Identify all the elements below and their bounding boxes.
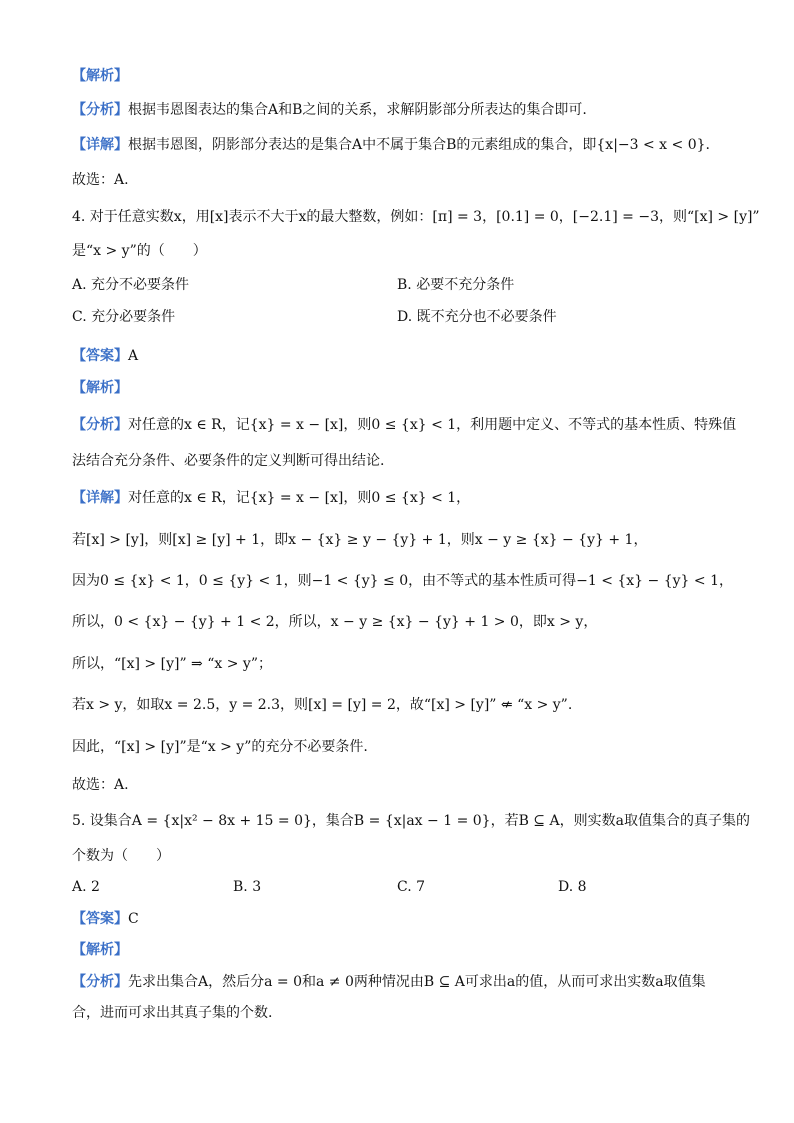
text-line xyxy=(72,346,138,366)
line-text: 故选：A. xyxy=(72,172,129,188)
section-tag: 【详解】 xyxy=(72,490,128,506)
line-text: 5. 设集合A = {x|x² − 8x + 15 = 0}，集合B = {x|ax − 1 = 0}，若B ⊆ A，则实数a取值集合的真子集的 xyxy=(72,813,750,829)
text-line xyxy=(72,775,129,795)
section-tag: 【解析】 xyxy=(72,68,128,84)
line-text: C xyxy=(128,911,139,927)
text-line xyxy=(72,737,368,757)
line-text: 4. 对于任意实数x，用[x]表示不大于x的最大整数，例如：[π] = 3，[0.1] = 0，[−2.1] = −3，则“[x] > [y]” xyxy=(72,209,760,225)
line-text: 根据韦恩图表达的集合A和B之间的关系，求解阴影部分所表达的集合即可. xyxy=(128,102,587,118)
line-text: 若[x] > [y]，则[x] ≥ [y] + 1，即x − {x} ≥ y − {y} + 1，则x − y ≥ {x} − {y} + 1， xyxy=(72,532,648,548)
text-line xyxy=(72,100,587,120)
text-line xyxy=(72,66,128,86)
section-tag: 【解析】 xyxy=(72,942,128,958)
line-text: 因为0 ≤ {x} < 1，0 ≤ {y} < 1，则−1 < {y} ≤ 0，由不等式的基本性质可得−1 < {x} − {y} < 1， xyxy=(72,573,733,589)
text-line xyxy=(72,654,272,674)
section-tag: 【分析】 xyxy=(72,417,128,433)
q4-option-c: C. 充分必要条件 xyxy=(72,309,176,325)
line-text: 先求出集合A，然后分a = 0和a ≠ 0两种情况由B ⊆ A可求出a的值，从而可求出实数a取值集 xyxy=(128,974,706,990)
line-text: 合，进而可求出其真子集的个数. xyxy=(72,1005,273,1021)
question-5-stem xyxy=(72,811,750,831)
line-text: 因此，“[x] > [y]”是“x > y”的充分不必要条件. xyxy=(72,739,368,755)
line-text: 法结合充分条件、必要条件的定义判断可得出结论. xyxy=(72,453,385,469)
question-4-stem xyxy=(72,207,760,227)
section-tag: 【答案】 xyxy=(72,911,128,927)
q4-option-d: D. 既不充分也不必要条件 xyxy=(397,309,557,325)
text-line xyxy=(72,972,706,992)
q5-option-d: D. 8 xyxy=(558,879,587,895)
q4-option-b: B. 必要不充分条件 xyxy=(397,277,515,293)
line-text: 个数为（ ） xyxy=(72,848,170,864)
text-line xyxy=(72,170,129,190)
text-line xyxy=(72,909,139,929)
text-line xyxy=(72,612,597,632)
line-text: 故选：A. xyxy=(72,777,129,793)
text-line xyxy=(72,451,384,471)
q5-option-c: C. 7 xyxy=(397,879,426,895)
text-line xyxy=(72,488,470,508)
section-tag: 【答案】 xyxy=(72,348,128,364)
q5-option-a: A. 2 xyxy=(72,879,100,895)
text-line xyxy=(72,135,710,155)
section-tag: 【解析】 xyxy=(72,380,128,396)
line-text: 所以，“[x] > [y]” ⇒ “x > y”； xyxy=(72,656,272,672)
line-text: 根据韦恩图，阴影部分表达的是集合A中不属于集合B的元素组成的集合，即{x|−3 < x < 0}. xyxy=(128,137,710,153)
text-line xyxy=(72,378,128,398)
text-line xyxy=(72,695,572,715)
line-text: 对任意的x ∈ R，记{x} = x − [x]，则0 ≤ {x} < 1， xyxy=(128,490,471,506)
line-text: A xyxy=(128,348,139,364)
section-tag: 【详解】 xyxy=(72,137,128,153)
q4-option-a: A. 充分不必要条件 xyxy=(72,277,190,293)
section-tag: 【分析】 xyxy=(72,974,128,990)
text-line xyxy=(72,415,736,435)
text-line xyxy=(72,571,733,591)
line-text: 是“x > y”的（ ） xyxy=(72,243,207,259)
question-5-stem-cont xyxy=(72,846,170,866)
line-text: 若x > y，如取x = 2.5，y = 2.3，则[x] = [y] = 2，故“[x] > [y]” ⇍ “x > y”. xyxy=(72,697,573,713)
text-line xyxy=(72,940,128,960)
question-4-stem-cont xyxy=(72,241,207,261)
q5-option-b: B. 3 xyxy=(233,879,262,895)
section-tag: 【分析】 xyxy=(72,102,128,118)
line-text: 对任意的x ∈ R，记{x} = x − [x]，则0 ≤ {x} < 1，利用题中定义、不等式的基本性质、特殊值 xyxy=(128,417,737,433)
text-line xyxy=(72,530,647,550)
line-text: 所以，0 < {x} − {y} + 1 < 2，所以，x − y ≥ {x} − {y} + 1 > 0，即x > y， xyxy=(72,614,598,630)
text-line xyxy=(72,1003,272,1023)
